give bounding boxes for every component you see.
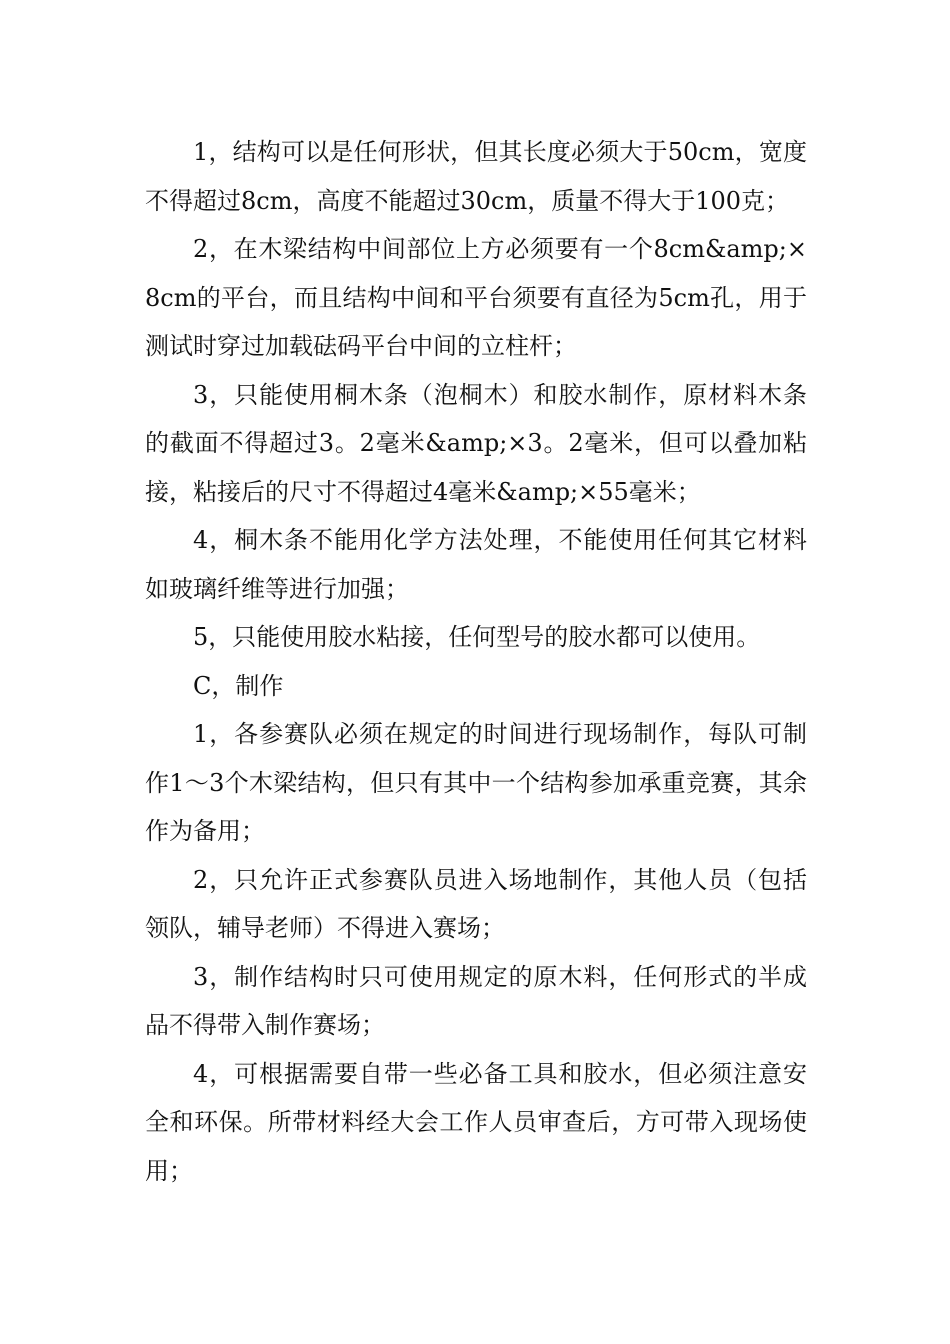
fabrication-paragraph-raw-materials: 3，制作结构时只可使用规定的原木料，任何形式的半成品不得带入制作赛场； xyxy=(145,962,807,1039)
rule-paragraph-no-chemical-treatment: 4，桐木条不能用化学方法处理，不能使用任何其它材料如玻璃纤维等进行加强； xyxy=(145,526,807,603)
fabrication-paragraph-tools: 4，可根据需要自带一些必备工具和胶水，但必须注意安全和环保。所带材料经大会工作人员审查后，方可带入现场使用； xyxy=(145,1059,807,1185)
fabrication-paragraph-onsite: 1，各参赛队必须在规定的时间进行现场制作，每队可制作1～3个木梁结构，但只有其中一个结构参加承重竞赛，其余作为备用； xyxy=(145,720,807,845)
document-body xyxy=(145,128,807,1195)
rule-paragraph-platform: 2，在木梁结构中间部位上方必须要有一个8cm&amp;×8cm的平台，而且结构中间和平台须要有直径为5cm孔，用于测试时穿过加载砝码平台中间的立柱杆； xyxy=(145,235,807,360)
fabrication-paragraph-personnel: 2，只允许正式参赛队员进入场地制作，其他人员（包括领队，辅导老师）不得进入赛场； xyxy=(145,865,807,942)
section-heading-fabrication: C，制作 xyxy=(193,671,284,700)
rule-paragraph-size-limits: 1，结构可以是任何形状，但其长度必须大于50cm，宽度不得超过8cm，高度不能超过30cm，质量不得大于100克； xyxy=(145,138,807,215)
rule-paragraph-materials: 3，只能使用桐木条（泡桐木）和胶水制作，原材料木条的截面不得超过3。2毫米&amp;×3。2毫米，但可以叠加粘接，粘接后的尺寸不得超过4毫米&amp;×55毫米； xyxy=(145,380,807,506)
rule-paragraph-glue-only: 5，只能使用胶水粘接，任何型号的胶水都可以使用。 xyxy=(193,623,761,651)
